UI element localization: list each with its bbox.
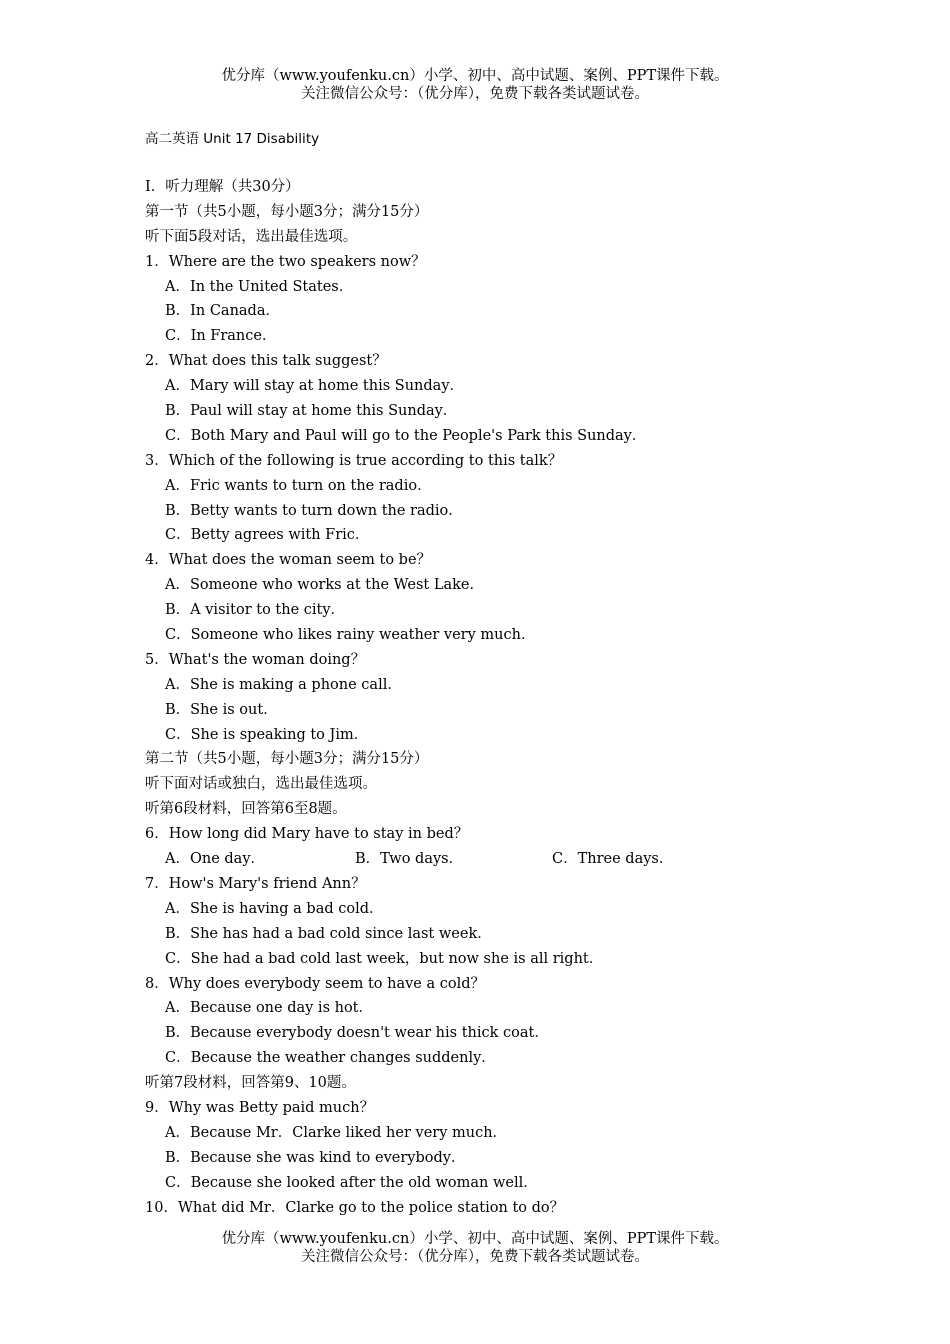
- q7-option-c: C．She had a bad cold last week，but now she is all right．: [165, 950, 604, 967]
- q2-option-a: A．Mary will stay at home this Sunday．: [165, 378, 465, 395]
- q5-option-c: C．She is speaking to Jim．: [165, 726, 369, 743]
- q9-option-a: A．Because Mr．Clarke liked her very much．: [165, 1124, 508, 1141]
- question-9: 9．Why was Betty paid much？: [145, 1099, 375, 1116]
- q6-option-c: C．Three days．: [552, 851, 674, 868]
- q2-option-b: B．Paul will stay at home this Sunday．: [165, 403, 458, 420]
- q2-option-c: C．Both Mary and Paul will go to the People's Park this Sunday．: [165, 427, 647, 444]
- footer-line-2: 关注微信公众号：（优分库），免费下载各类试题试卷。: [301, 1249, 649, 1265]
- question-4: 4．What does the woman seem to be？: [145, 552, 432, 569]
- q9-option-c: C．Because she looked after the old woman well．: [165, 1174, 538, 1191]
- part2-heading: 第二节（共5小题，每小题3分；满分15分）: [145, 751, 429, 768]
- material-6-note: 听第6段材料，回答第6至8题。: [145, 801, 347, 818]
- q4-option-b: B．A visitor to the city．: [165, 602, 346, 619]
- question-8: 8．Why does everybody seem to have a cold？: [145, 975, 485, 992]
- part1-heading: 第一节（共5小题，每小题3分；满分15分）: [145, 203, 429, 220]
- q6-option-a: A．One day．: [165, 851, 266, 868]
- document-title: [145, 127, 319, 147]
- q5-option-a: A．She is making a phone call．: [165, 676, 402, 693]
- q3-option-b: B．Betty wants to turn down the radio．: [165, 502, 463, 519]
- question-2: 2．What does this talk suggest？: [145, 353, 387, 370]
- part1-instruction: 听下面5段对话，选出最佳选项。: [145, 228, 358, 245]
- footer-line-1: 优分库（www.youfenku.cn）小学、初中、高中试题、案例、PPT课件下载。: [221, 1231, 729, 1247]
- q7-option-a: A．She is having a bad cold．: [165, 900, 384, 917]
- q4-option-c: C．Someone who likes rainy weather very much．: [165, 627, 536, 644]
- q1-option-b: B．In Canada．: [165, 303, 280, 320]
- material-7-note: 听第7段材料，回答第9、10题。: [145, 1075, 356, 1092]
- question-3: 3．Which of the following is true according to this talk？: [145, 452, 563, 469]
- q1-option-a: A．In the United States．: [165, 278, 354, 295]
- q8-option-c: C．Because the weather changes suddenly．: [165, 1050, 496, 1067]
- q8-option-a: A．Because one day is hot．: [165, 1000, 374, 1017]
- section-heading: Ⅰ．听力理解（共30分）: [145, 179, 300, 195]
- question-6: 6．How long did Mary have to stay in bed？: [145, 826, 469, 843]
- q7-option-b: B．She has had a bad cold since last week．: [165, 925, 492, 942]
- q8-option-b: B．Because everybody doesn't wear his thick coat．: [165, 1025, 549, 1042]
- part2-instruction: 听下面对话或独白，选出最佳选项。: [145, 776, 377, 793]
- header-line-2: 关注微信公众号：（优分库），免费下载各类试题试卷。: [301, 86, 649, 102]
- question-10: 10．What did Mr．Clarke go to the police station to do？: [145, 1199, 565, 1216]
- page-header: [0, 67, 950, 103]
- q4-option-a: A．Someone who works at the West Lake．: [165, 577, 484, 594]
- question-7: 7．How's Mary's friend Ann？: [145, 875, 366, 892]
- q6-option-b: B．Two days．: [355, 851, 464, 868]
- q5-option-b: B．She is out．: [165, 701, 278, 718]
- question-5: 5．What's the woman doing？: [145, 651, 366, 668]
- q6-options-row: [145, 847, 845, 872]
- q1-option-c: C．In France．: [165, 328, 277, 345]
- q3-option-a: A．Fric wants to turn on the radio．: [165, 477, 432, 494]
- header-line-1: 优分库（www.youfenku.cn）小学、初中、高中试题、案例、PPT课件下载。: [221, 68, 729, 84]
- title-chinese: 高二英语: [145, 131, 199, 147]
- q3-option-c: C．Betty agrees with Fric．: [165, 527, 370, 544]
- q9-option-b: B．Because she was kind to everybody．: [165, 1149, 466, 1166]
- exam-content: [145, 175, 845, 1220]
- question-1: 1．Where are the two speakers now？: [145, 253, 426, 270]
- title-english: Unit 17 Disability: [203, 131, 320, 147]
- page-footer: [0, 1230, 950, 1266]
